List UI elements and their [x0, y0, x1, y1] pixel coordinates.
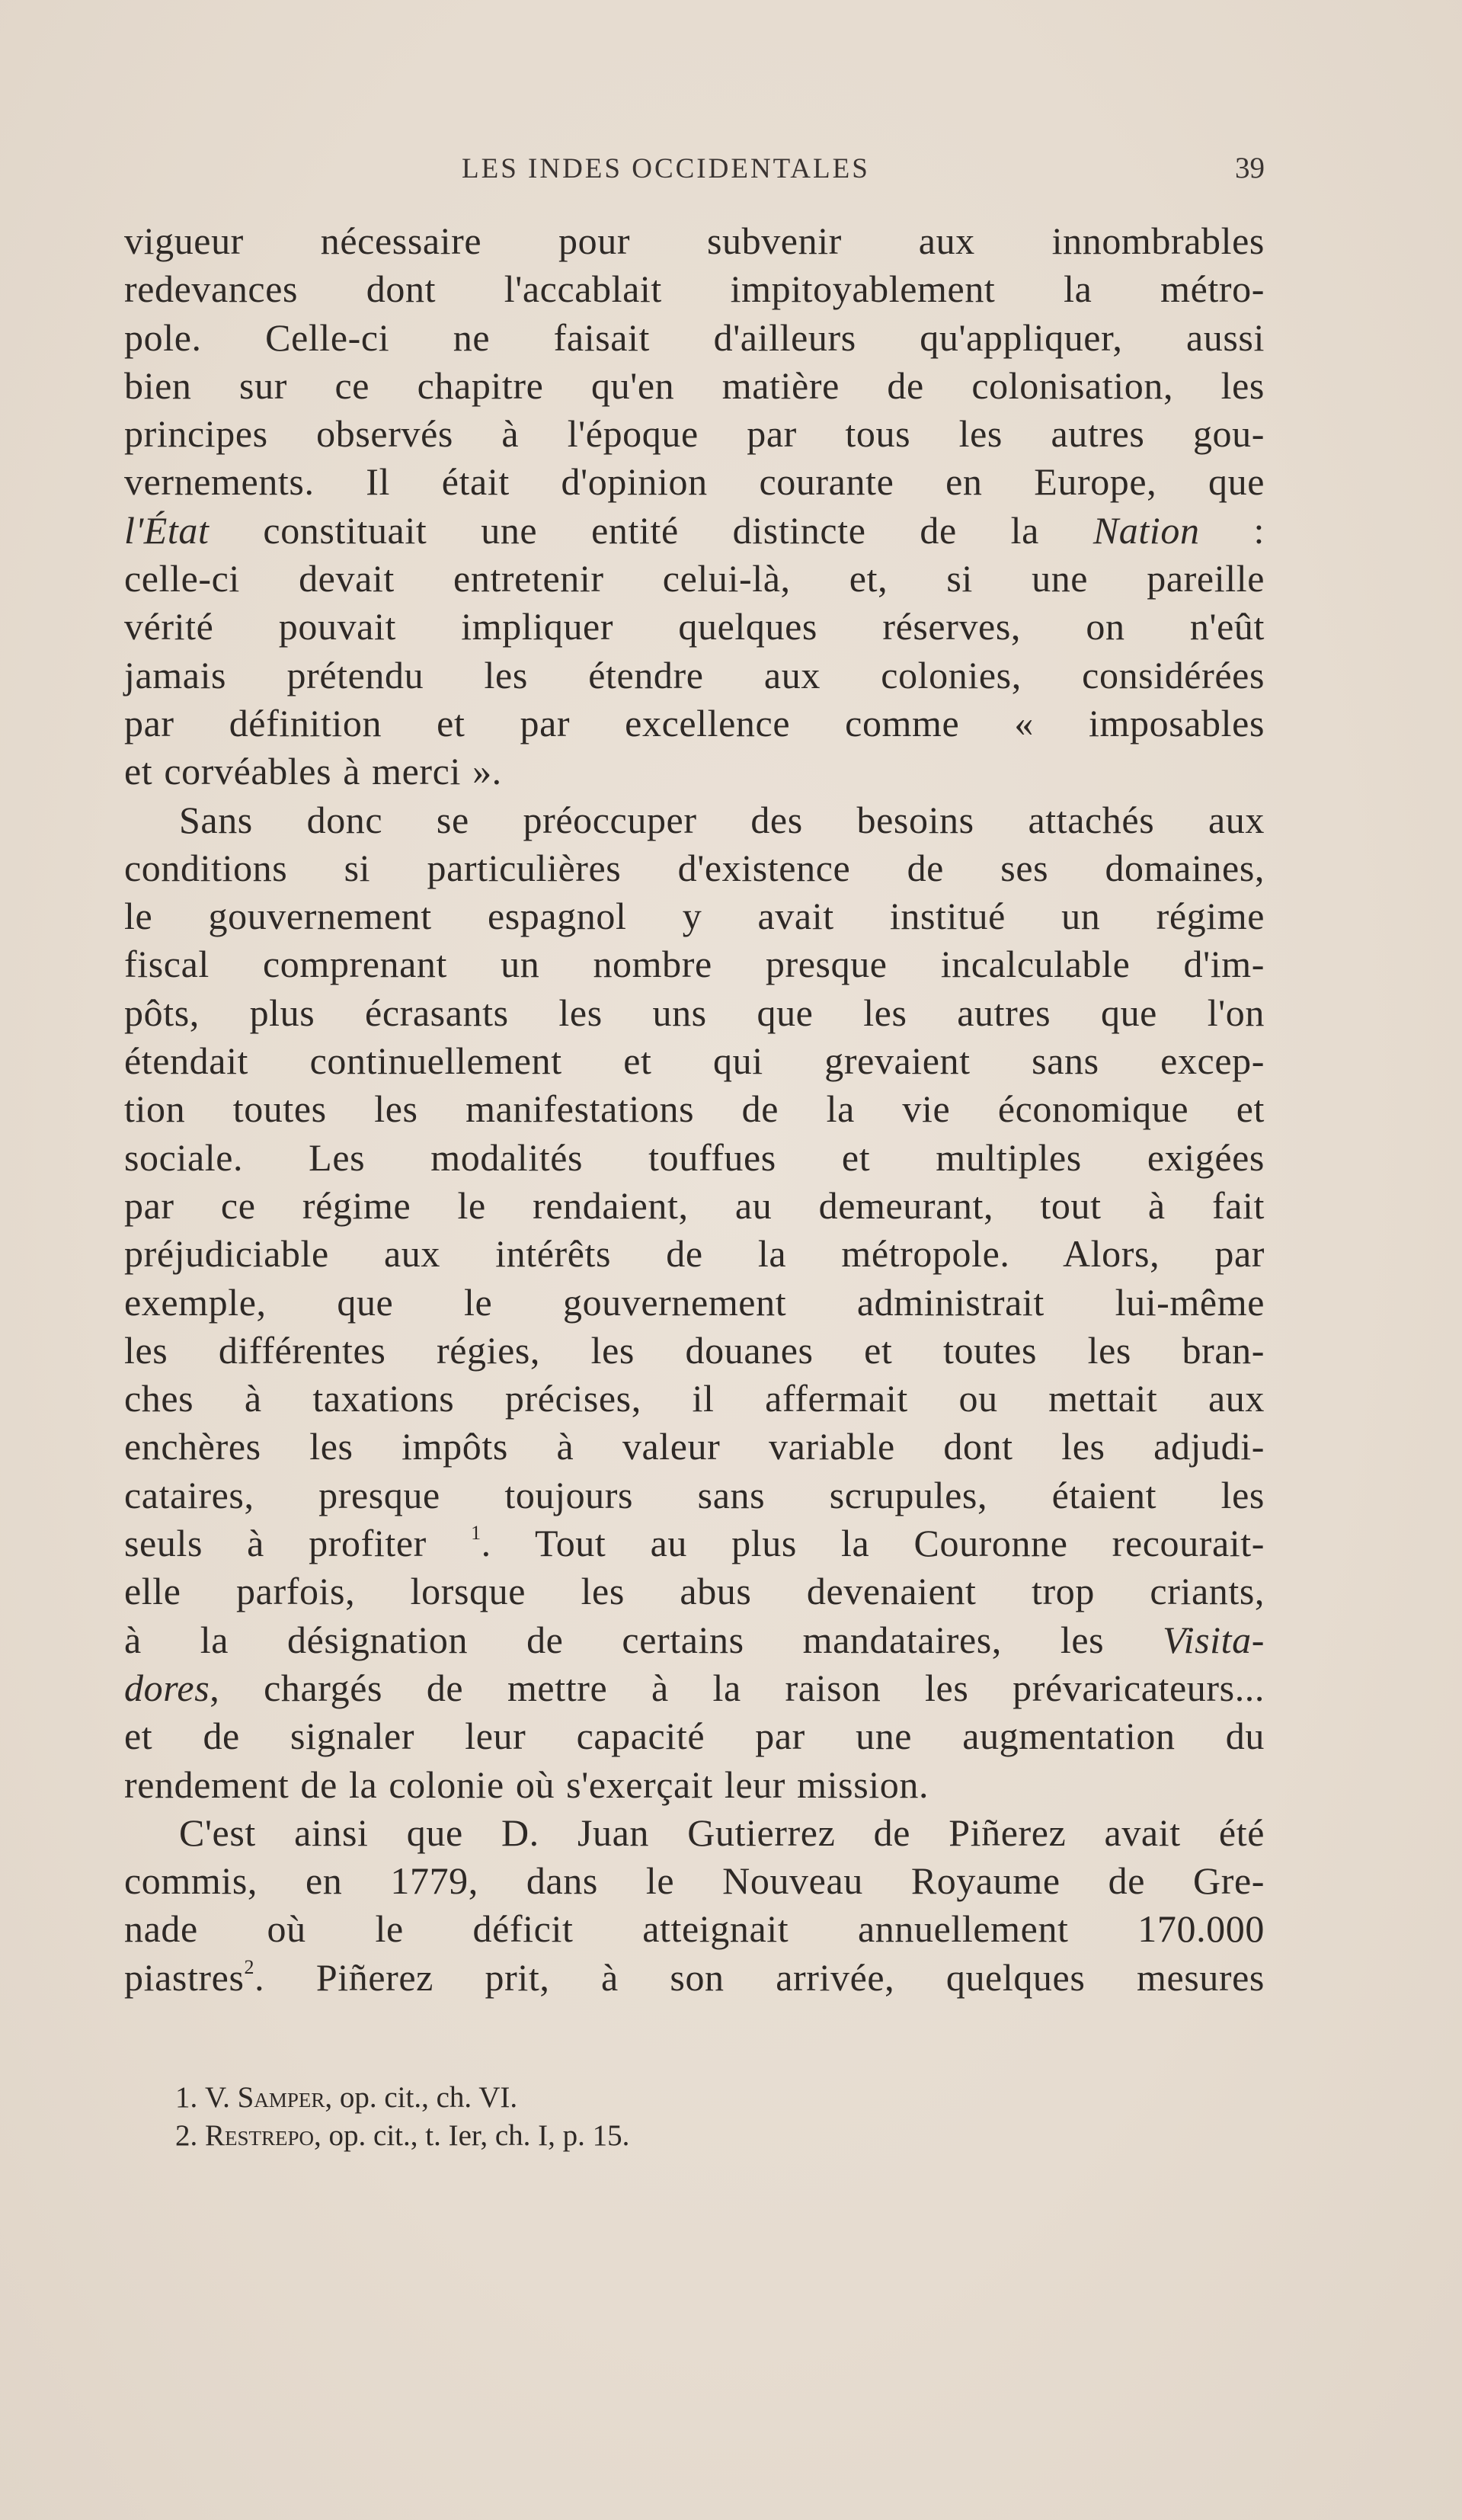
- text-line: le gouvernement espagnol y avait institué un régime: [124, 895, 1265, 938]
- text-span: piastres: [124, 1955, 245, 1999]
- footnote-ref: 2: [244, 1956, 255, 1979]
- footnote-author: V. Samper: [205, 2081, 325, 2114]
- text-line: vérité pouvait impliquer quelques réserves, on n'eût: [124, 605, 1265, 648]
- footnote: [175, 2117, 1265, 2155]
- italic-term: dores: [124, 1666, 210, 1709]
- text-line: commis, en 1779, dans le Nouveau Royaume de Gre-: [124, 1859, 1265, 1903]
- text-line: et corvéables à merci ».: [124, 750, 502, 793]
- text-line: sociale. Les modalités touffues et multiples exigées: [124, 1135, 1265, 1179]
- italic-term: Nation: [1093, 508, 1200, 552]
- text-line: vernements. Il était d'opinion courante en Europe, que: [124, 460, 1265, 504]
- text-line: conditions si particulières d'existence de ses domaines,: [124, 846, 1265, 889]
- body-text: [124, 217, 1265, 2002]
- page-number: 39: [1235, 152, 1265, 184]
- text-line: [124, 1664, 1265, 1712]
- text-line: [124, 1954, 1265, 2002]
- text-line: principes observés à l'époque par tous les autres gou-: [124, 412, 1265, 456]
- italic-term: l'État: [124, 508, 210, 552]
- text-line: elle parfois, lorsque les abus devenaient trop criants,: [124, 1570, 1265, 1613]
- text-line: préjudiciable aux intérêts de la métropole. Alors, par: [124, 1232, 1265, 1276]
- footnotes: [175, 2079, 1265, 2155]
- text-span: . Tout au plus la Couronne recourait-: [481, 1522, 1265, 1565]
- footnote-number: 2.: [175, 2119, 198, 2152]
- text-line: pole. Celle-ci ne faisait d'ailleurs qu'appliquer, aussi: [124, 315, 1265, 359]
- footnote-number: 1.: [175, 2081, 198, 2114]
- text-line: C'est ainsi que D. Juan Gutierrez de Piñerez avait été: [179, 1811, 1265, 1854]
- page-header: [124, 145, 1265, 191]
- text-line: redevances dont l'accablait impitoyablement la métro-: [124, 267, 1265, 311]
- text-span: à la désignation de certains mandataires, les: [124, 1618, 1163, 1661]
- footnote-reference: , op. cit., ch. VI.: [325, 2081, 518, 2114]
- footnote-reference: , op. cit., t. Ier, ch. I, p. 15.: [314, 2119, 630, 2152]
- text-line: rendement de la colonie où s'exerçait leur mission.: [124, 1763, 929, 1806]
- text-span: , chargés de mettre à la raison les prévaricateurs...: [210, 1666, 1265, 1709]
- running-title: LES INDES OCCIDENTALES: [462, 153, 870, 184]
- text-line: nade où le déficit atteignait annuellement 170.000: [124, 1907, 1265, 1951]
- text-line: Sans donc se préoccuper des besoins attachés aux: [179, 798, 1265, 841]
- text-line: fiscal comprenant un nombre presque incalculable d'im-: [124, 943, 1265, 986]
- text-line: vigueur nécessaire pour subvenir aux innombrables: [124, 219, 1265, 262]
- footnote-author: Restrepo: [205, 2119, 315, 2152]
- text-line: [124, 1616, 1265, 1664]
- text-line: [124, 1519, 1265, 1567]
- text-line: enchères les impôts à valeur variable dont les adjudi-: [124, 1425, 1265, 1468]
- text-span: :: [1199, 508, 1265, 552]
- text-line: pôts, plus écrasants les uns que les autres que l'on: [124, 991, 1265, 1034]
- italic-term: Visita-: [1163, 1618, 1265, 1661]
- text-span: . Piñerez prit, à son arrivée, quelques mesures: [254, 1955, 1265, 1999]
- text-line: par ce régime le rendaient, au demeurant, tout à fait: [124, 1183, 1265, 1227]
- text-line: étendait continuellement et qui grevaient sans excep-: [124, 1039, 1265, 1083]
- footnote: [175, 2079, 1265, 2117]
- text-line: cataires, presque toujours sans scrupules, étaient les: [124, 1473, 1265, 1516]
- footnote-ref: 1: [471, 1522, 481, 1545]
- text-span: seuls à profiter: [124, 1522, 472, 1565]
- text-line: jamais prétendu les étendre aux colonies, considérées: [124, 653, 1265, 696]
- text-span: constituait une entité distincte de la: [209, 508, 1093, 552]
- text-line: ches à taxations précises, il affermait ou mettait aux: [124, 1377, 1265, 1420]
- text-line: bien sur ce chapitre qu'en matière de colonisation, les: [124, 363, 1265, 407]
- text-line: [124, 507, 1265, 555]
- text-line: et de signaler leur capacité par une augmentation du: [124, 1715, 1265, 1758]
- text-line: celle-ci devait entretenir celui-là, et, si une pareille: [124, 557, 1265, 600]
- text-line: les différentes régies, les douanes et toutes les bran-: [124, 1328, 1265, 1372]
- text-line: par définition et par excellence comme « imposables: [124, 701, 1265, 744]
- text-line: exemple, que le gouvernement administrait lui-même: [124, 1280, 1265, 1324]
- text-line: tion toutes les manifestations de la vie économique et: [124, 1087, 1265, 1131]
